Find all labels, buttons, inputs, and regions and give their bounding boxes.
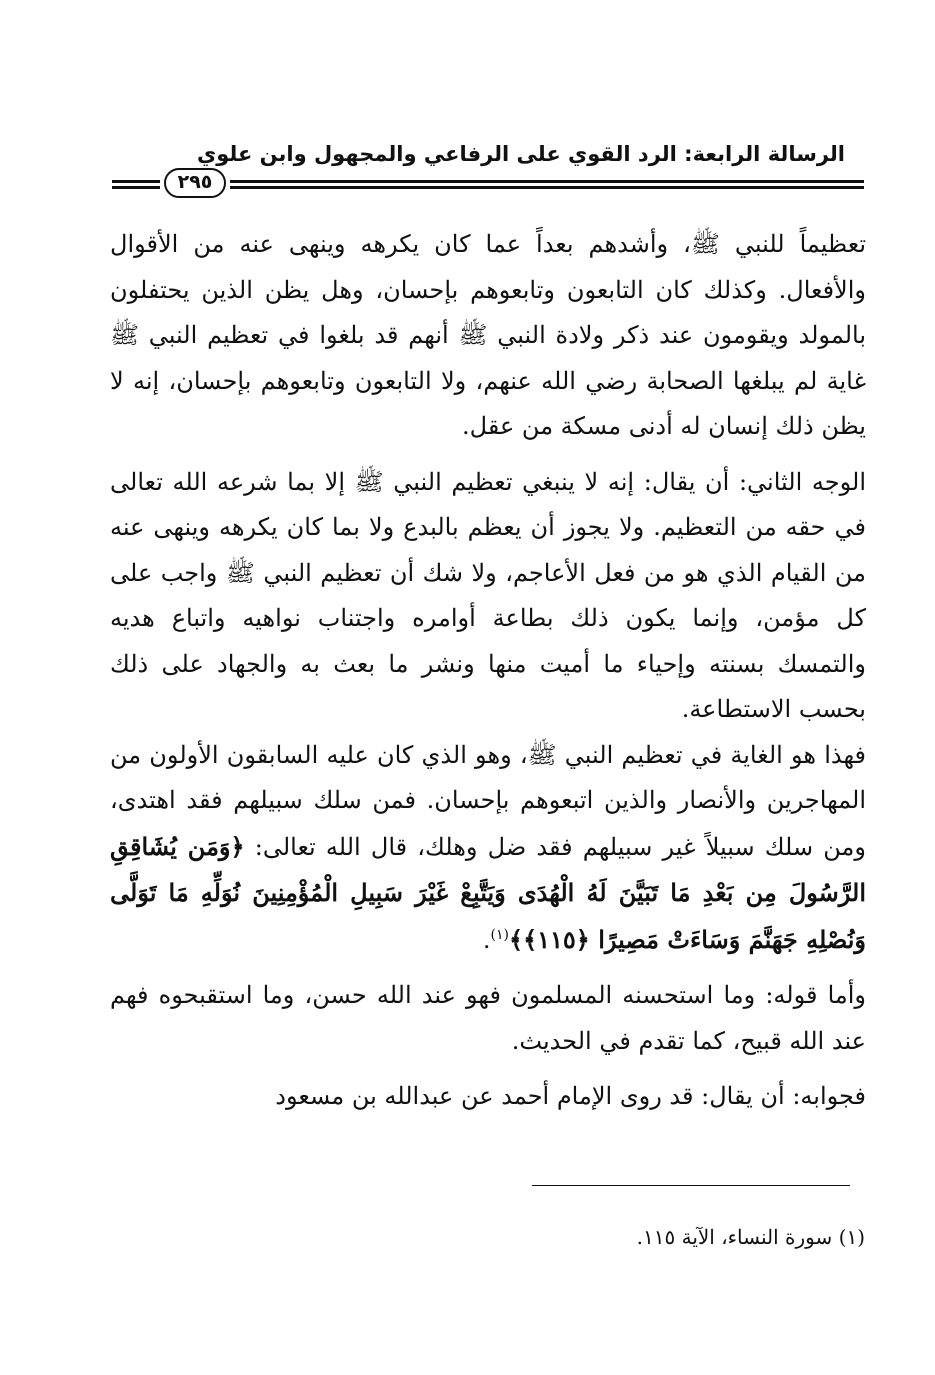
- paragraph-1: تعظيماً للنبي ﷺ، وأشدهم بعداً عما كان يكرهه وينهى عنه من الأقوال والأفعال. وكذلك كان التابعون وتابعوهم بإحسان، وهل يظن الذين يحتفلون بالمولد ويقومون عند ذكر ولادة النبي ﷺ أنهم قد بلغوا في تعظيم النبي ﷺ غاية لم يبلغها الصحابة رضي الله عنهم، ولا التابعون وتابعوهم بإحسان، إنه لا يظن ذلك إنسان له أدنى مسكة من عقل.: [110, 230, 866, 440]
- header-rule-left: [112, 180, 160, 183]
- paragraph-4: وأما قوله: وما استحسنه المسلمون فهو عند الله حسن، وما استقبحوه فهم عند الله قبيح، كما تقدم في الحديث.: [110, 981, 866, 1055]
- paragraph-3: فهذا هو الغاية في تعظيم النبي ﷺ، وهو الذي كان عليه السابقون الأولون من المهاجرين والأنصار والذين اتبعوهم بإحسان. فمن سلك سبيلهم فقد اهتدى، ومن سلك سبيلاً غير سبيلهم فقد ضل وهلك، قال الله تعالى: ﴿وَمَن يُشَاقِقِ الرَّسُولَ مِن بَعْدِ مَا تَبَيَّنَ لَهُ الْهُدَى وَيَتَّبِعْ غَيْرَ سَبِيلِ الْمُؤْمِنِينَ نُوَلِّهِ مَا تَوَلَّى وَنُصْلِهِ جَهَنَّمَ وَسَاءَتْ مَصِيرًا ﴿١١٥﴾﴾$^{(١)}$.: [110, 740, 866, 954]
- page-number: ٢٩٥: [164, 168, 226, 198]
- footnote: (١) سورة النساء، الآية ١١٥.: [636, 1225, 865, 1249]
- header-rule-right: [230, 180, 864, 183]
- footnote-reference: (١): [490, 926, 509, 943]
- paragraph-5: فجوابه: أن يقال: قد روى الإمام أحمد عن عبدالله بن مسعود: [275, 1082, 866, 1110]
- paragraph-3-text: فهذا هو الغاية في تعظيم النبي ﷺ، وهو الذي كان عليه السابقون الأولون من المهاجرين والأنصار والذين اتبعوهم بإحسان. فمن سلك سبيلهم فقد اهتدى، ومن سلك سبيلاً غير سبيلهم فقد ضل وهلك،: [110, 740, 866, 861]
- paragraph-2: الوجه الثاني: أن يقال: إنه لا ينبغي تعظيم النبي ﷺ إلا بما شرعه الله تعالى في حقه من التعظيم. ولا يجوز أن يعظم بالبدع ولا بما كان يكرهه وينهى عنه من القيام الذي هو من فعل الأعاجم، ولا شك أن تعظيم النبي ﷺ واجب على كل مؤمن، وإنما يكون ذلك بطاعة أوامره واجتناب نواهيه واتباع هديه والتمسك بسنته وإحياء ما أميت منها ونشر ما بعث به والجهاد على ذلك بحسب الاستطاعة.: [110, 467, 866, 723]
- verse-intro: قال الله تعالى:: [254, 832, 408, 861]
- quran-verse: ﴿وَمَن يُشَاقِقِ الرَّسُولَ مِن بَعْدِ مَا تَبَيَّنَ لَهُ الْهُدَى وَيَتَّبِعْ غَيْرَ سَبِيلِ الْمُؤْمِنِينَ نُوَلِّهِ مَا تَوَلَّى وَنُصْلِهِ جَهَنَّمَ وَسَاءَتْ مَصِيرًا ﴿١١٥﴾﴾: [110, 831, 866, 954]
- header-rule: [112, 168, 864, 202]
- running-header: الرسالة الرابعة: الرد القوي على الرفاعي والمجهول وابن علوي: [196, 142, 845, 166]
- footnote-divider: [532, 1185, 850, 1186]
- main-text: [110, 222, 866, 1120]
